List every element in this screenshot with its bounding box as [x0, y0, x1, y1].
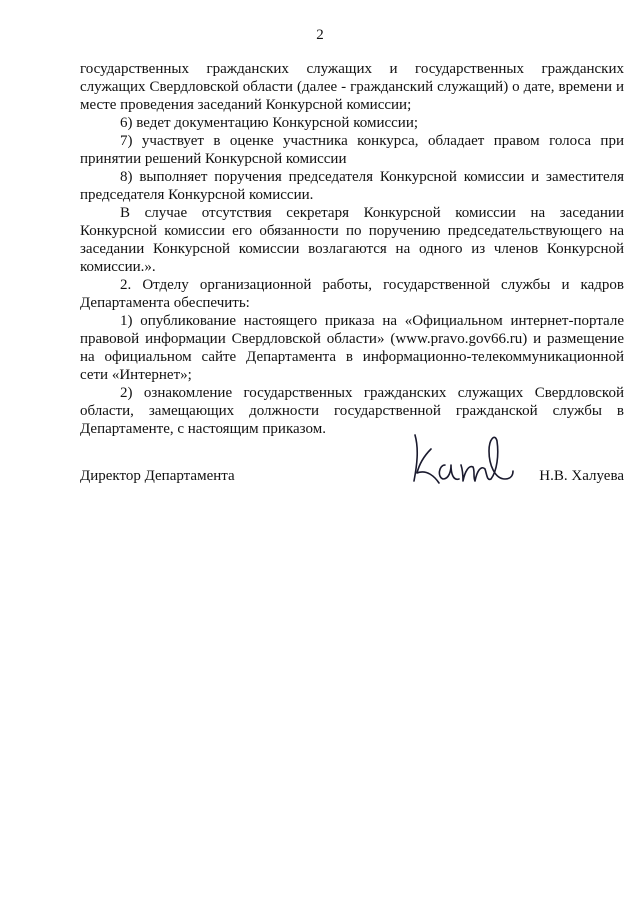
- paragraph-item-8: 8) выполняет поручения председателя Конкурсной комиссии и заместителя председателя Конкурсной комиссии.: [80, 169, 624, 203]
- paragraph-secretary-absence: В случае отсутствия секретаря Конкурсной комиссии на заседании Конкурсной комиссии его обязанности по поручению председательствующего на заседании Конкурсной комиссии возлагаются на одного из членов Конкурсной комиссии.».: [80, 205, 624, 275]
- paragraph-item-6: 6) ведет документацию Конкурсной комиссии;: [120, 115, 419, 131]
- page-number: 2: [316, 27, 324, 43]
- handwritten-signature: [405, 425, 525, 489]
- paragraph-continuation: государственных гражданских служащих и государственных гражданских служащих Свердловской области (далее - гражданский служащий) о дате, времени и месте проведения заседаний Конкурсной комиссии;: [80, 61, 624, 113]
- paragraph-subitem-2: 2) ознакомление государственных гражданских служащих Свердловской области, замещающих должности государственной гражданской службы в Департаменте, с настоящим приказом.: [80, 385, 624, 437]
- paragraph-subitem-1: 1) опубликование настоящего приказа на «Официальном интернет-портале правовой информации Свердловской области» (www.pravo.gov66.ru) и размещение на официальном сайте Департамента в информационно-телекоммуникационной сети «Интернет»;: [80, 313, 624, 383]
- signature-block: [80, 467, 624, 487]
- document-body: [80, 60, 624, 438]
- paragraph-item-7: 7) участвует в оценке участника конкурса, обладает правом голоса при принятии решений Конкурсной комиссии: [80, 133, 624, 167]
- signatory-name: Н.В. Халуева: [539, 468, 624, 484]
- signatory-title: Директор Департамента: [80, 468, 235, 484]
- paragraph-section-2: 2. Отделу организационной работы, государственной службы и кадров Департамента обеспечить:: [80, 277, 624, 311]
